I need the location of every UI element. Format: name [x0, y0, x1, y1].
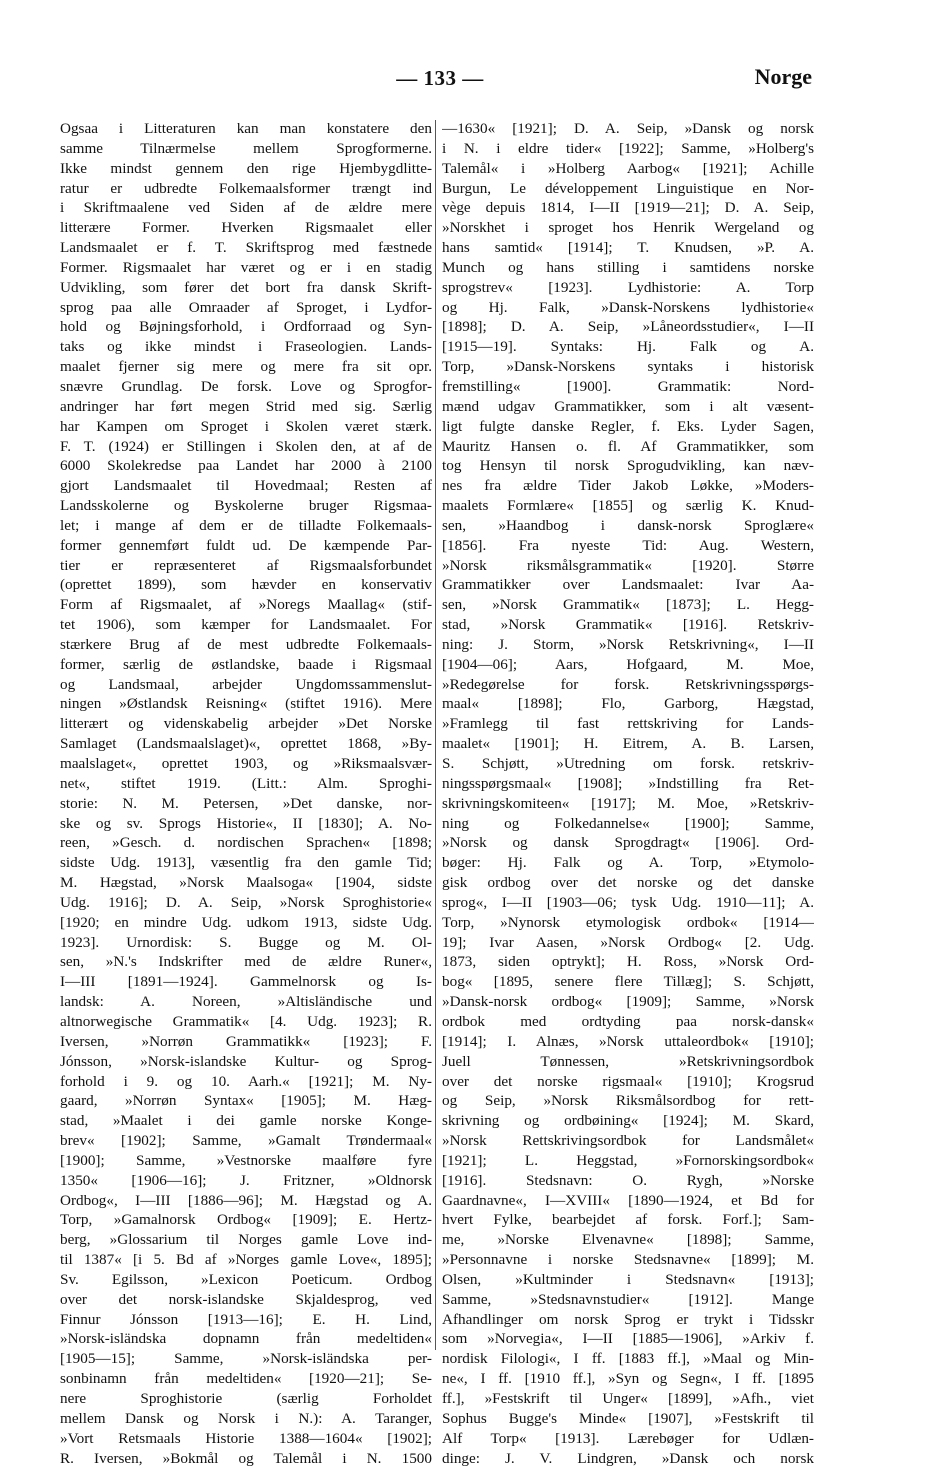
left-column-line: Ikke mindst gennem den rige Hjembygdlitte- — [60, 159, 432, 177]
right-column-line: Burgun, Le développement Linguistique en Nor- — [442, 179, 814, 197]
running-head: Norge — [754, 64, 812, 89]
right-column-line: fremstilling« [1900]. Grammatik: Nord- — [442, 377, 814, 395]
left-column-line: Ordbog«, I—III [1886—96]; M. Hægstad og A. — [60, 1191, 432, 1209]
right-column-line: Afhandlinger om norsk Sprog er trykt i Tidsskr — [442, 1310, 814, 1328]
right-column-line: »Framlegg til fast rettskriving for Lands- — [442, 715, 814, 733]
left-column-line: 1923]. Urnordisk: S. Bugge og M. Ol- — [60, 933, 432, 951]
left-column-line: Jónsson, »Norsk-islandske Kultur- og Sprog- — [60, 1052, 432, 1070]
left-column-line: [1900]; Samme, »Vestnorske maalføre fyre — [60, 1151, 432, 1169]
left-column-line: altnorwegische Grammatik« [4. Udg. 1923]; R. — [60, 1012, 432, 1030]
left-column-line: former gennemført fuldt ud. De kæmpende Par- — [60, 536, 432, 554]
left-column-line: Ogsaa i Litteraturen kan man konstatere den — [60, 120, 432, 137]
left-column-line: R. Iversen, »Bokmål og Talemål i N. 1500 — [60, 1449, 432, 1467]
left-column-line: over det norsk-islandske Skjaldesprog, ved — [60, 1290, 432, 1308]
right-column-line: ne«, I ff. [1910 ff.], »Syn og Segn«, I ff. [1895 — [442, 1370, 814, 1388]
right-column-line: Grammatikker over Landsmaalet: Ivar Aa- — [442, 576, 814, 594]
right-column-line: sen, »Haandbog i dansk-norsk Sproglære« — [442, 516, 814, 534]
left-column-line: [1920; en mindre Udg. udkom 1913, sidste Udg. — [60, 913, 432, 931]
right-column-line: me, »Norske Elvenavne« [1898]; Samme, — [442, 1231, 814, 1249]
left-column-line: ske og sv. Sprogs Historie«, II [1830]; A. No- — [60, 814, 432, 832]
left-column-line: ratur er udbredte Folkemaalsformer trængt ind — [60, 179, 432, 197]
left-column-line: snævre Grundlag. De forsk. Love og Sprogfor- — [60, 377, 432, 395]
left-column-line: »Vort Retsmaals Historie 1388—1604« [1902]; — [60, 1429, 432, 1447]
right-column-line: Torp, »Dansk-Norskens syntaks i historisk — [442, 358, 814, 376]
right-column-line: Juell Tønnessen, »Retskrivningsordbok — [442, 1052, 814, 1070]
right-column-line: hvert Fylke, bearbejdet af forsk. Forf.]; Sam- — [442, 1211, 814, 1229]
left-column-line: landsk: A. Noreen, »Altisländische und — [60, 993, 432, 1011]
right-column-line: over det norske rigsmaal« [1910]; Krogsrud — [442, 1072, 814, 1090]
right-column-line: [1916]. Stedsnavn: O. Rygh, »Norske — [442, 1171, 814, 1189]
left-column-line: i Skriftmaalene ved Siden af de ældre mere — [60, 199, 432, 217]
right-column-line: sen, »Norsk Grammatik« [1873]; L. Hegg- — [442, 596, 814, 614]
left-column-line: maalet fjerner sig mere og mere fra sit opr. — [60, 358, 432, 376]
right-column-line: »Dansk-norsk ordbog« [1909]; Samme, »Norsk — [442, 993, 814, 1011]
left-column-line: Former. Rigsmaalet har været og er i en stadig — [60, 258, 432, 276]
left-column-line: Torp, »Gamalnorsk Ordbog« [1909]; E. Hertz- — [60, 1211, 432, 1229]
left-column-line: tet 1906), som kæmper for Landsmaalet. For — [60, 616, 432, 634]
right-column-line: maalet« [1901]; H. Eitrem, A. B. Larsen, — [442, 735, 814, 753]
right-column-line: [1915—19]. Syntaks: Hj. Falk og A. — [442, 338, 814, 356]
left-column-line: Form af Rigsmaalet, af »Noregs Maallag« (stif- — [60, 596, 432, 614]
right-column-line: Torp, »Nynorsk etymologisk ordbok« [1914— — [442, 913, 814, 931]
left-column-line: [1905—15]; Samme, »Norsk-isländska per- — [60, 1350, 432, 1368]
left-column-line: I—III [1891—1924]. Gammelnorsk og Is- — [60, 973, 432, 991]
right-column-line: —1630« [1921]; D. A. Seip, »Dansk og norsk — [442, 120, 814, 137]
right-column-line: nordisk Filologi«, I ff. [1883 ff.], »Maal og Min- — [442, 1350, 814, 1368]
right-column-line: stad, »Norsk Grammatik« [1916]. Retskriv- — [442, 616, 814, 634]
right-column-line: skrivningskomiteen« [1917]; M. Moe, »Retskriv- — [442, 794, 814, 812]
left-column-line: reen, »Gesch. d. nordischen Sprachen« [1898; — [60, 834, 432, 852]
right-column-line: ning og Folkedannelse« [1900]; Samme, — [442, 814, 814, 832]
left-column — [60, 119, 432, 1468]
right-column-line: tog Hensyn til norsk Sprogudvikling, kan næv- — [442, 457, 814, 475]
left-column-line: brev« [1902]; Samme, »Gamalt Trøndermaal« — [60, 1132, 432, 1150]
right-column-line: [1856]. Fra nyeste Tid: Aug. Western, — [442, 536, 814, 554]
left-column-line: ningen »Østlandsk Reisning« (stiftet 1916). Mere — [60, 695, 432, 713]
left-column-line: mellem Dansk og Norsk i N.): A. Taranger, — [60, 1409, 432, 1427]
left-column-line: stad, »Maalet i dei gamle norske Konge- — [60, 1112, 432, 1130]
right-column-line: Mauritz Hansen o. fl. Af Grammatikker, som — [442, 437, 814, 455]
left-column-line: sen, »N.'s Indskrifter med de ældre Runer«, — [60, 953, 432, 971]
left-column-line: gaard, »Norrøn Syntax« [1905]; M. Hæg- — [60, 1092, 432, 1110]
left-column-line: til 1387« [i 5. Bd af »Norges gamle Love«, 1895]; — [60, 1251, 432, 1269]
left-column-line: storie: N. M. Petersen, »Det danske, nor- — [60, 794, 432, 812]
left-column-line: net«, stiftet 1919. (Litt.: Alm. Sproghi- — [60, 774, 432, 792]
right-column-line: sprog«, I—II [1903—06; tysk Udg. 1910—11]; A. — [442, 893, 814, 911]
left-column-line: Samlaget (Landsmaalslaget)«, oprettet 1868, »By- — [60, 735, 432, 753]
left-column-line: andringer har ført megen Strid med sig. Særlig — [60, 397, 432, 415]
left-column-line: sidste Udg. 1913], væsentlig fra den gamle Tid; — [60, 854, 432, 872]
left-column-line: Landsmaalet er f. T. Skriftsprog med fæstnede — [60, 239, 432, 257]
right-column-line: ff.], »Festskrift til Unger« [1899], »Afh., viet — [442, 1390, 814, 1407]
left-column-line: og Landsmaal, arbejder Ungdomssammenslut- — [60, 675, 432, 693]
right-column-line: »Redegørelse for forsk. Retskrivningsspørgs- — [442, 675, 814, 693]
right-column-line: gisk ordbog over det norske og det danske — [442, 874, 814, 892]
left-column-line: let; i mange af dem er de tilladte Folkemaals- — [60, 516, 432, 534]
left-column-line: sprog paa alle Omraader af Sproget, i Lydfor- — [60, 298, 432, 316]
right-column-line: ligt fulgte danske Regler, f. Eks. Lyder Sagen, — [442, 417, 814, 435]
left-column-line: Iversen, »Norrøn Grammatikk« [1923]; F. — [60, 1032, 432, 1050]
right-column-line: hans samtid« [1914]; T. Knudsen, »P. A. — [442, 239, 814, 257]
right-column-line: og Hj. Falk, »Dansk-Norskens lydhistorie« — [442, 298, 814, 316]
left-column-line: F. T. (1924) er Stillingen i Skolen den, at af de — [60, 437, 432, 455]
right-column-line: Munch og hans stilling i samtidens norske — [442, 258, 814, 276]
right-column-line: som »Norvegia«, I—II [1885—1906], »Arkiv f. — [442, 1330, 814, 1348]
left-column-line: tier er repræsenteret af Rigsmaalsforbundet — [60, 556, 432, 574]
page-number: — 133 — — [396, 66, 484, 90]
left-column-line: »Norsk-isländska dopnamn från medeltiden« — [60, 1330, 432, 1348]
left-column-line: Landsskolerne og Byskolerne bruger Rigsmaa- — [60, 497, 432, 515]
left-column-line: gjort Landsmaalet til Hovedmaal; Resten af — [60, 477, 432, 495]
left-column-line: stærkere Brug af de mest udbredte Folkemaals- — [60, 635, 432, 653]
left-column-line: litterært og videnskabelig arbejder »Det Norske — [60, 715, 432, 733]
right-column-line: Talemål« i »Holberg Aarbog« [1921]; Achille — [442, 159, 814, 177]
right-column-line: Alf Torp« [1913]. Lærebøger for Udlæn- — [442, 1429, 814, 1447]
right-column-line: ordbok med ordtyding paa norsk-dansk« — [442, 1012, 814, 1030]
column-divider — [435, 120, 436, 1350]
right-column-line: 1873, siden optrykt]; H. Ross, »Norsk Ord- — [442, 953, 814, 971]
right-column-line: dinge: J. V. Lindgren, »Dansk och norsk — [442, 1449, 814, 1467]
left-column-line: taks og ikke mindst i Fraseologien. Lands- — [60, 338, 432, 356]
right-column-line: »Norsk og dansk Sprogdragt« [1906]. Ord- — [442, 834, 814, 852]
right-column-line: ning: J. Storm, »Norsk Retskrivning«, I—II — [442, 635, 814, 653]
left-column-line: Udg. 1916]; D. A. Seip, »Norsk Sproghistorie« — [60, 893, 432, 911]
right-column-line: vège depuis 1814, I—II [1919—21]; D. A. Seip, — [442, 199, 814, 217]
left-column-line: M. Hægstad, »Norsk Maalsoga« [1904, sidste — [60, 874, 432, 892]
left-column-line: former, særlig de østlandske, baade i Rigsmaal — [60, 655, 432, 673]
right-column-line: nes fra ældre Tider Jakob Løkke, »Moders- — [442, 477, 814, 495]
left-column-line: 6000 Skolekredse paa Landet har 2000 à 2100 — [60, 457, 432, 475]
left-column-line: sonbinamn från medeltiden« [1920—21]; Se- — [60, 1370, 432, 1388]
left-column-line: samme Tilnærmelse mellem Sprogformerne. — [60, 139, 432, 157]
right-column-line: [1914]; I. Alnæs, »Norsk uttaleordbok« [1910]; — [442, 1032, 814, 1050]
left-column-line: (oprettet 1899), som hævder en konservativ — [60, 576, 432, 594]
right-column-line: »Norsk riksmålsgrammatik« [1920]. Større — [442, 556, 814, 574]
left-column-line: berg, »Glossarium til Norges gamle Love ind- — [60, 1231, 432, 1249]
right-column-line: skrivning og ordbøining« [1924]; M. Skard, — [442, 1112, 814, 1130]
right-column-line: Olsen, »Kultminder i Stedsnavn« [1913]; — [442, 1270, 814, 1288]
right-column-line: Samme, »Stedsnavnstudier« [1912]. Mange — [442, 1290, 814, 1308]
right-column-line: Sophus Bugge's Minde« [1907], »Festskrift til — [442, 1409, 814, 1427]
right-column-line: bog« [1895, senere flere Tillæg]; S. Schjøtt, — [442, 973, 814, 991]
right-column-line: og Seip, »Norsk Riksmålsordbog for rett- — [442, 1092, 814, 1110]
right-column-line: i N. i eldre tider« [1922]; Samme, »Holberg's — [442, 139, 814, 157]
left-column-line: forhold i 9. og 10. Aarh.« [1921]; M. Ny- — [60, 1072, 432, 1090]
right-column-line: Gaardnavne«, I—XVIII« [1890—1924, et Bd for — [442, 1191, 814, 1209]
left-column-line: 1350« [1906—16]; J. Fritzner, »Oldnorsk — [60, 1171, 432, 1189]
right-column-line: maal« [1898]; Flo, Garborg, Hægstad, — [442, 695, 814, 713]
right-column-line: S. Schjøtt, »Utredning om forsk. retskriv- — [442, 755, 814, 772]
right-column-line: »Norsk Rettskrivingsordbok for Landsmålet« — [442, 1132, 814, 1150]
right-column-line: [1904—06]; Aars, Hofgaard, M. Moe, — [442, 655, 814, 673]
right-column — [442, 119, 814, 1468]
right-column-line: mænd udgav Grammatikker, som i alt væsent- — [442, 397, 814, 415]
right-column-line: [1921]; L. Heggstad, »Fornorskingsordbok« — [442, 1151, 814, 1169]
right-column-line: sprogstrev« [1923]. Lydhistorie: A. Torp — [442, 278, 814, 296]
left-column-line: nere Sproghistorie (særlig Forholdet — [60, 1390, 432, 1407]
left-column-line: Finnur Jónsson [1913—16]; E. H. Lind, — [60, 1310, 432, 1328]
right-column-line: »Norskhet i sproget hos Henrik Wergeland og — [442, 219, 814, 237]
right-column-line: bøger: Hj. Falk og A. Torp, »Etymolo- — [442, 854, 814, 872]
right-column-line: [1898]; D. A. Seip, »Låneordsstudier«, I—II — [442, 318, 814, 336]
left-column-line: maalslaget«, oprettet 1903, og »Riksmaalsvær- — [60, 755, 432, 772]
left-column-line: har Kampen om Sproget i Skolen været stærk. — [60, 417, 432, 435]
left-column-line: litterære Former. Hverken Rigsmaalet eller — [60, 219, 432, 237]
right-column-line: maalets Formlære« [1855] og særlig K. Knud- — [442, 497, 814, 515]
left-column-line: hold og Bøjningsforhold, i Ordforraad og Syn- — [60, 318, 432, 336]
left-column-line: Udvikling, som fører det bort fra dansk Skrift- — [60, 278, 432, 296]
left-column-line: Sv. Egilsson, »Lexicon Poeticum. Ordbog — [60, 1270, 432, 1288]
right-column-line: ningsspørgsmaal« [1908]; »Indstilling fra Ret- — [442, 774, 814, 792]
right-column-line: »Personnavne i norske Stedsnavne« [1899]; M. — [442, 1251, 814, 1269]
right-column-line: 19]; Ivar Aasen, »Norsk Ordbog« [2. Udg. — [442, 933, 814, 951]
